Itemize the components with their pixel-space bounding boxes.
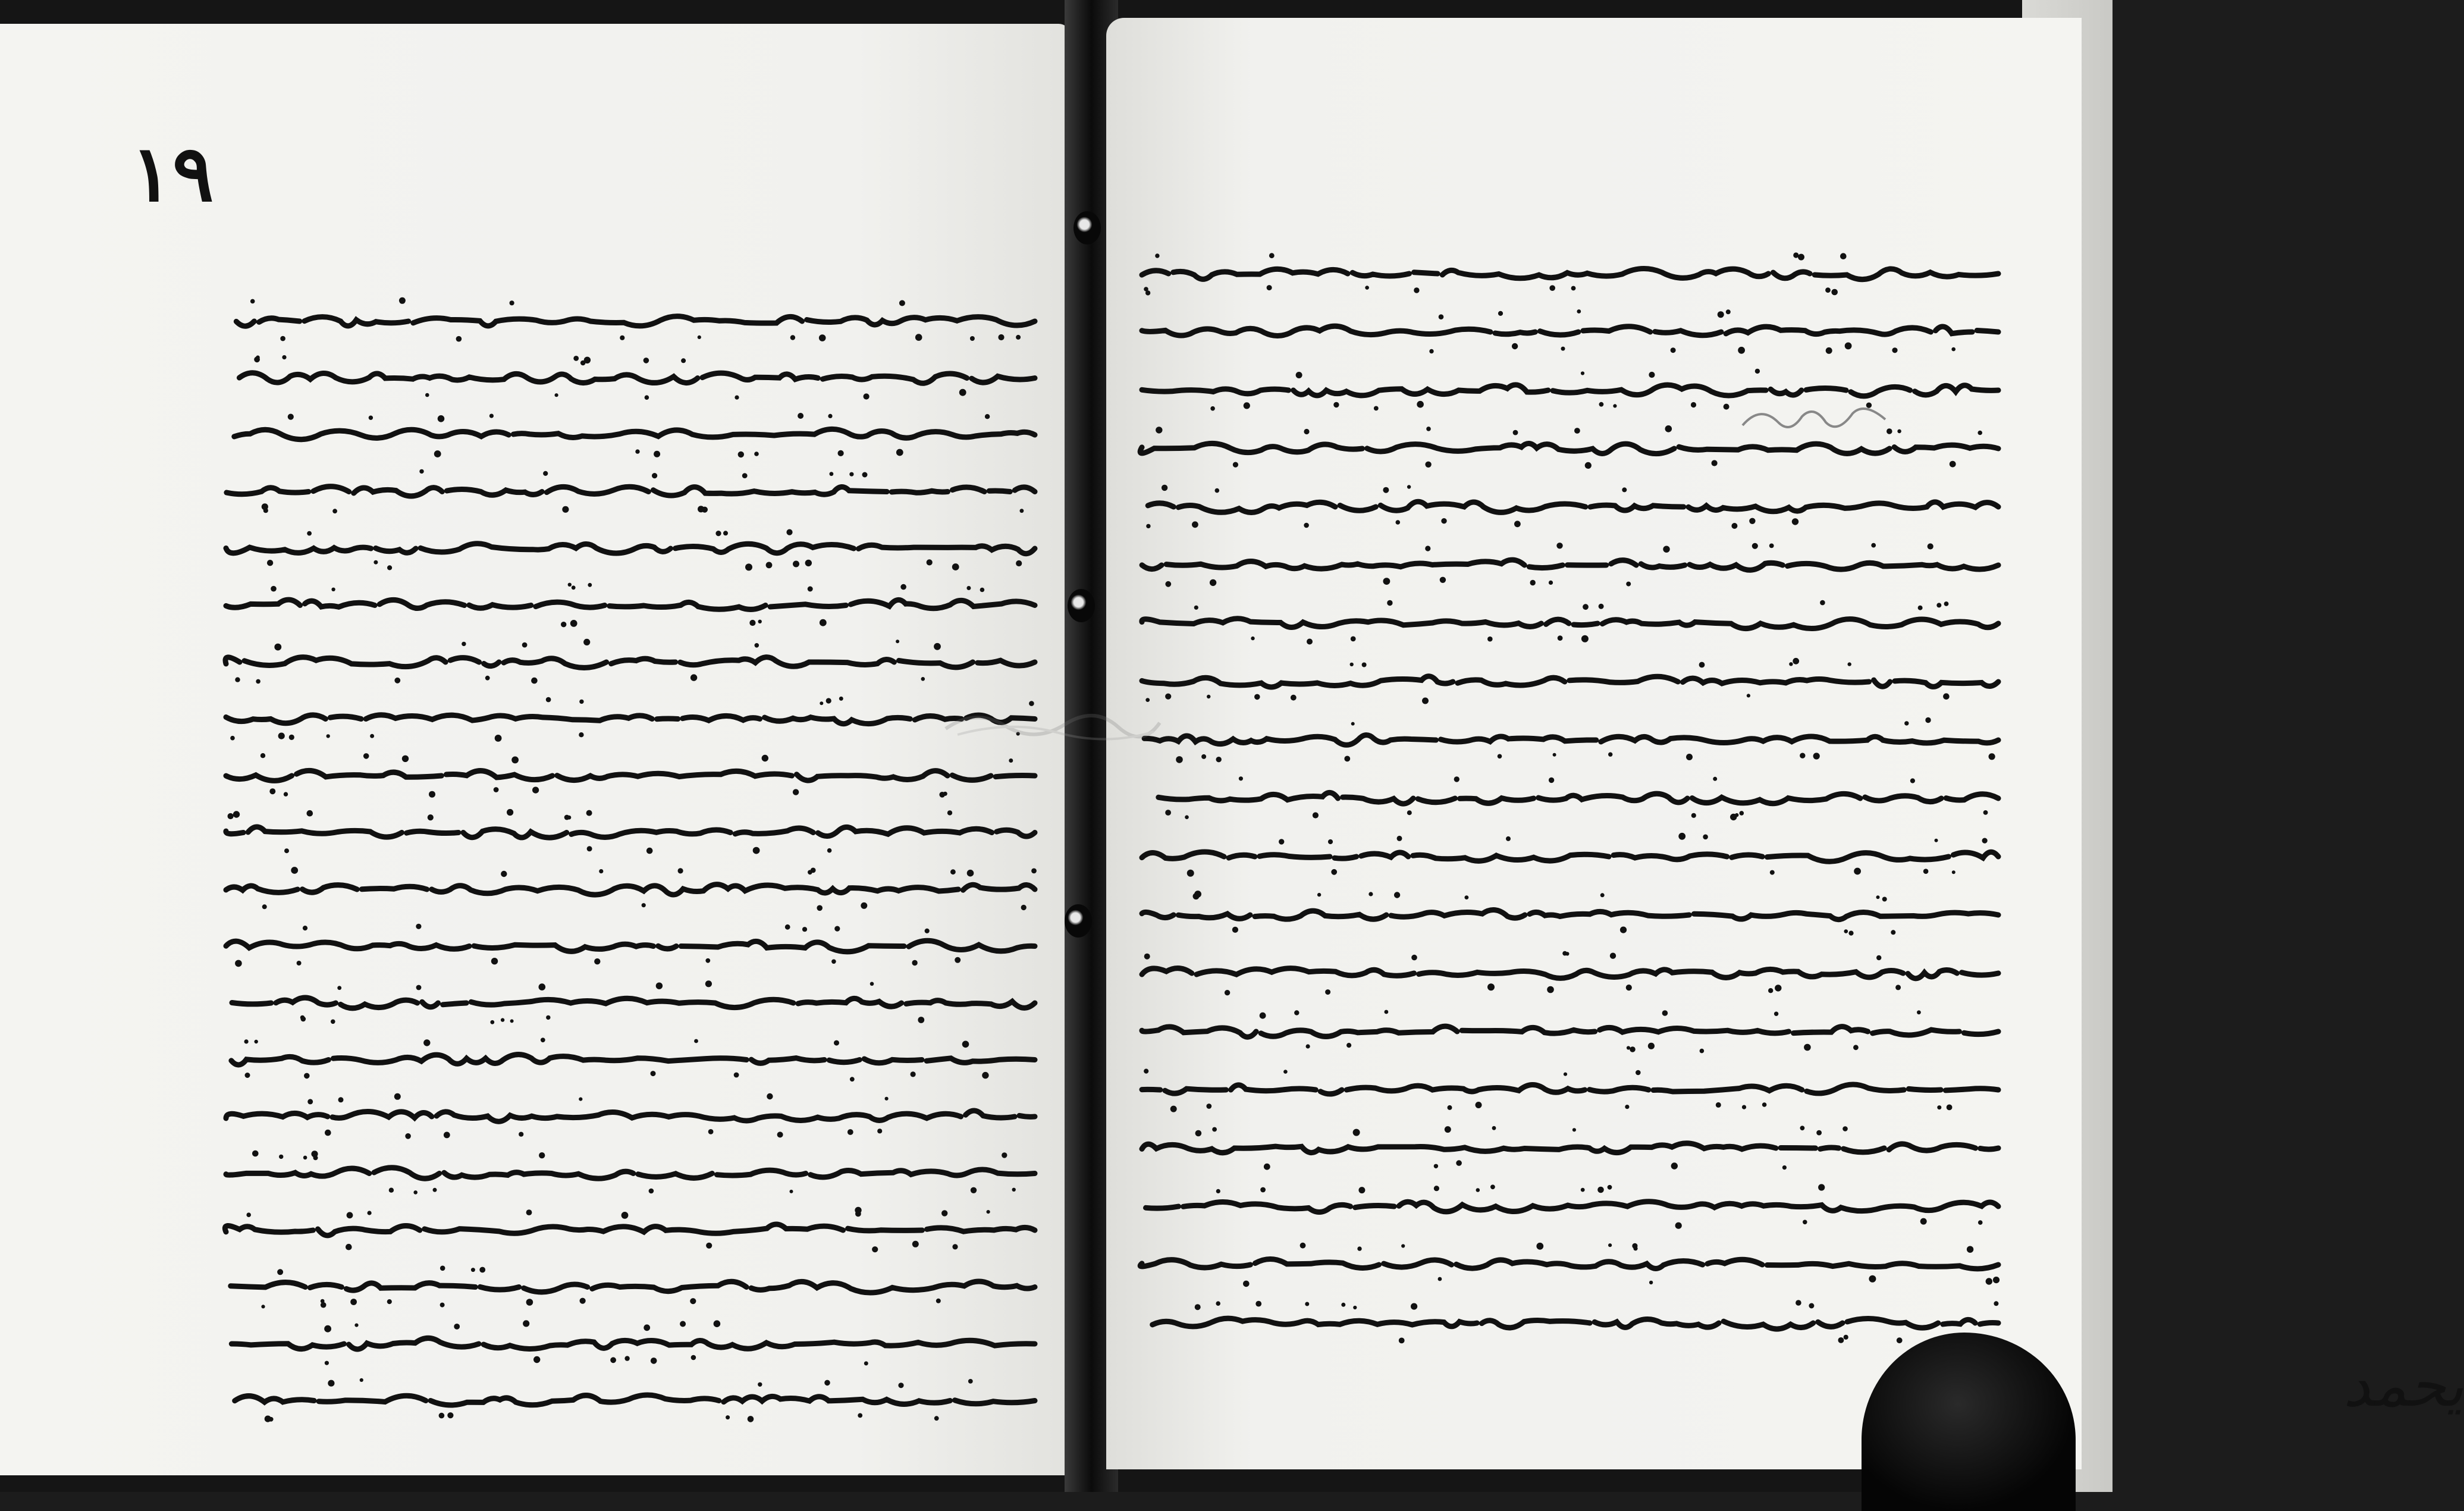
script-line (1143, 501, 1998, 512)
script-line (226, 885, 1035, 895)
script-line (1142, 268, 1998, 279)
script-line (232, 998, 1035, 1008)
script-line (226, 715, 1035, 724)
script-line (1154, 792, 1998, 804)
pencil-note-icon (1737, 399, 1891, 440)
script-line (226, 770, 1035, 780)
script-line (1142, 1143, 1998, 1153)
script-line (226, 1281, 1035, 1293)
script-line (1140, 443, 1998, 453)
right-page-text-block (1106, 18, 2082, 1469)
script-line (235, 1395, 1035, 1405)
binding-hole (1074, 211, 1101, 244)
library-stamp-icon (940, 702, 1166, 744)
script-line (1140, 1259, 1998, 1268)
script-line (1137, 968, 1998, 979)
script-line (1144, 735, 1998, 745)
script-line (1142, 676, 1998, 687)
script-line (226, 1168, 1035, 1178)
script-line (231, 1055, 1035, 1065)
folio-number: ١٩ (131, 128, 214, 219)
script-line (234, 373, 1035, 383)
script-line (1137, 619, 1998, 629)
script-line (1142, 385, 1998, 396)
script-line (225, 1224, 1035, 1236)
left-page-text-block (0, 24, 1071, 1475)
script-line (1142, 852, 1998, 861)
left-page (0, 24, 1071, 1475)
script-line (226, 827, 1035, 838)
script-line (221, 657, 1035, 668)
script-line (1142, 326, 1998, 336)
right-page (1106, 18, 2464, 1469)
script-line (1142, 1084, 1998, 1094)
script-line (226, 1111, 1035, 1121)
binding-hole (1065, 904, 1092, 938)
script-line (1146, 1202, 1999, 1212)
binding-hole (1068, 589, 1095, 622)
script-line (226, 544, 1035, 554)
script-line (1137, 1026, 1998, 1037)
script-line (231, 1338, 1035, 1349)
script-line (226, 941, 1035, 952)
script-line (226, 600, 1035, 609)
script-line (231, 316, 1035, 327)
script-line (1142, 560, 1998, 570)
catchword: يحمد (2343, 1350, 2464, 1420)
script-line (234, 429, 1035, 439)
script-line (227, 487, 1035, 496)
script-line (1142, 910, 1998, 920)
script-line (1153, 1318, 1998, 1329)
